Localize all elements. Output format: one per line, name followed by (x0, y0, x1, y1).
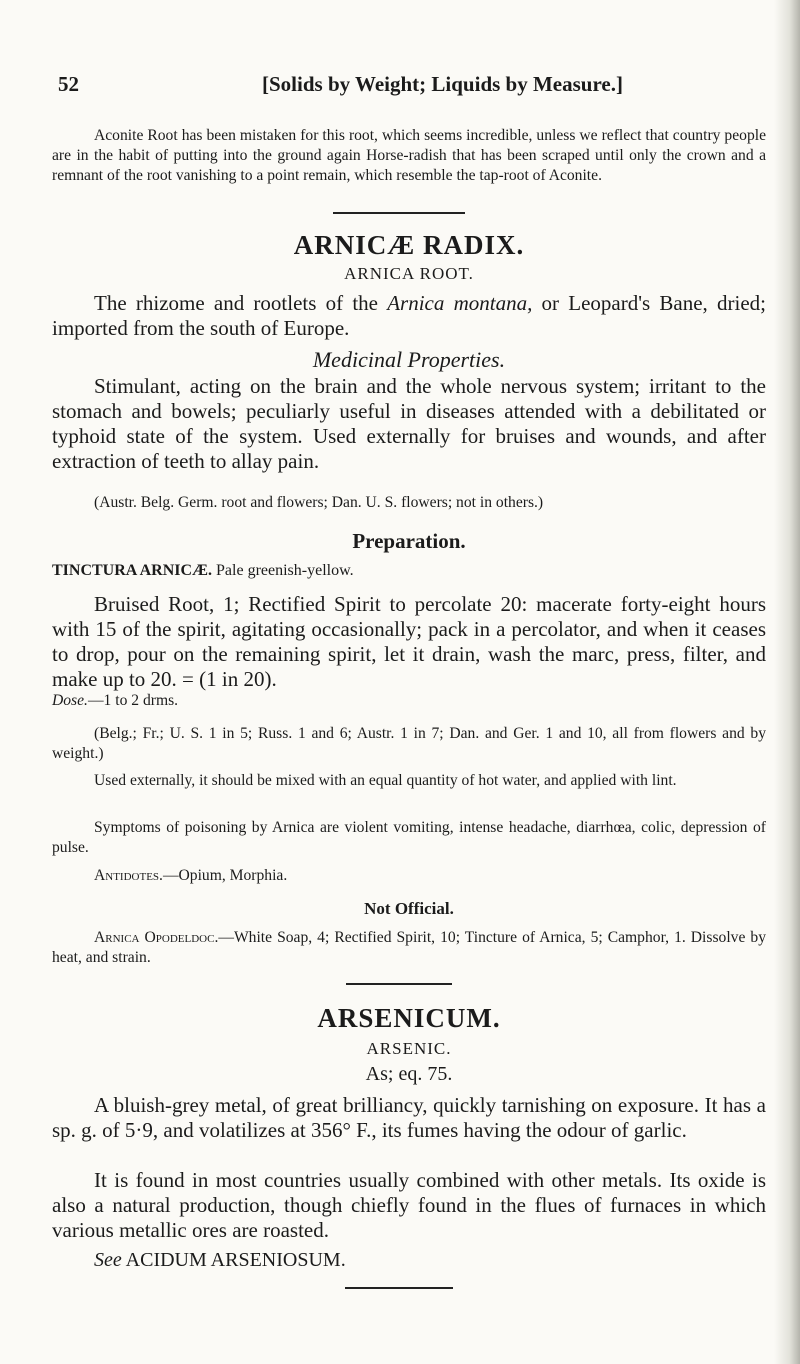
section-divider (333, 212, 465, 214)
antidotes-value: —Opium, Morphia. (162, 867, 288, 884)
poisoning-symptoms: Symptoms of poisoning by Arnica are violent vomiting, intense headache, diarrhœa, colic, depression of pulse. (52, 819, 766, 856)
opodeldoc-recipe (52, 928, 766, 968)
pharmacopoeia-note: (Austr. Belg. Germ. root and flowers; Dan. U. S. flowers; not in others.) (94, 494, 544, 511)
arsenic-subtitle: ARSENIC. (366, 1039, 452, 1058)
external-use: Used externally, it should be mixed with an equal quantity of hot water, and applied with lint. (94, 772, 677, 789)
tincture-name: TINCTURA ARNICÆ. (52, 562, 213, 579)
preparation-heading: Preparation. (352, 529, 466, 553)
desc-prefix: The rhizome and rootlets of the (94, 291, 388, 315)
arsenic-formula: As; eq. 75. (365, 1063, 453, 1085)
antidotes-line (52, 866, 766, 886)
see-label: See (94, 1249, 122, 1271)
desc-suffix: or Leopard's Bane, dried; imported from the south of Europe. (52, 291, 767, 340)
see-target: ACIDUM ARSENIOSUM. (125, 1249, 346, 1271)
see-reference (52, 1249, 766, 1272)
tincture-line (52, 561, 766, 581)
running-head: [Solids by Weight; Liquids by Measure.] (262, 72, 623, 96)
not-official-heading: Not Official. (364, 899, 454, 918)
section-divider (346, 983, 452, 985)
page-edge-shadow (774, 0, 800, 1364)
section-divider (345, 1287, 453, 1289)
medicinal-properties-text: Stimulant, acting on the brain and the whole nervous system; irritant to the stomach and bowels; peculiarly useful in diseases attended with a debilitated or typhoid state of the system. Used externally for bruises and wounds, and after extraction of teeth to allay pain. (52, 374, 766, 473)
tincture-recipe: Bruised Root, 1; Rectified Spirit to percolate 20: macerate forty-eight hours with 15 of the spirit, agitating occasionally; pack in a percolator, and when it ceases to drop, pour on the remaining spirit, let it drain, wash the marc, press, filter, and make up to 20. = (1 in 20). (52, 592, 766, 691)
dose-label: Dose. (52, 692, 88, 709)
page-number: 52 (58, 72, 79, 96)
opodeldoc-value: —White Soap, 4; Rectified Spirit, 10; Tincture of Arnica, 5; Camphor, 1. Dissolve by heat, and strain. (52, 929, 766, 966)
arnica-title: ARNICÆ RADIX. (293, 230, 525, 260)
tincture-desc: Pale greenish-yellow. (216, 562, 354, 579)
aconite-paragraph: Aconite Root has been mistaken for this root, which seems incredible, unless we reflect that country people are in the habit of putting into the ground again Horse-radish that has been scraped until only the crown and a remnant of the root vanishing to a point remain, which resemble the tap-root of Aconite. (52, 127, 766, 184)
arsenic-description: A bluish-grey metal, of great brilliancy, quickly tarnishing on exposure. It has a sp. g. of 5·9, and volatilizes at 356° F., its fumes having the odour of garlic. (52, 1093, 766, 1142)
medicinal-properties-heading: Medicinal Properties. (312, 347, 506, 372)
tincture-strengths: (Belg.; Fr.; U. S. 1 in 5; Russ. 1 and 6; Austr. 1 in 7; Dan. and Ger. 1 and 10, all from flowers and by weight.) (52, 725, 766, 762)
opodeldoc-label: Arnica Opodeldoc. (94, 929, 219, 946)
dose-value: —1 to 2 drms. (87, 692, 179, 709)
arnica-description (52, 291, 766, 341)
arsenic-title: ARSENICUM. (317, 1003, 501, 1033)
antidotes-label: Antidotes. (94, 867, 163, 884)
dose-line (52, 691, 766, 711)
species-name: Arnica montana, (387, 291, 533, 315)
arsenic-occurrence: It is found in most countries usually combined with other metals. Its oxide is also a natural production, though chiefly found in the flues of furnaces in which various metallic ores are roasted. (52, 1168, 766, 1242)
arnica-subtitle: ARNICA ROOT. (344, 264, 474, 283)
